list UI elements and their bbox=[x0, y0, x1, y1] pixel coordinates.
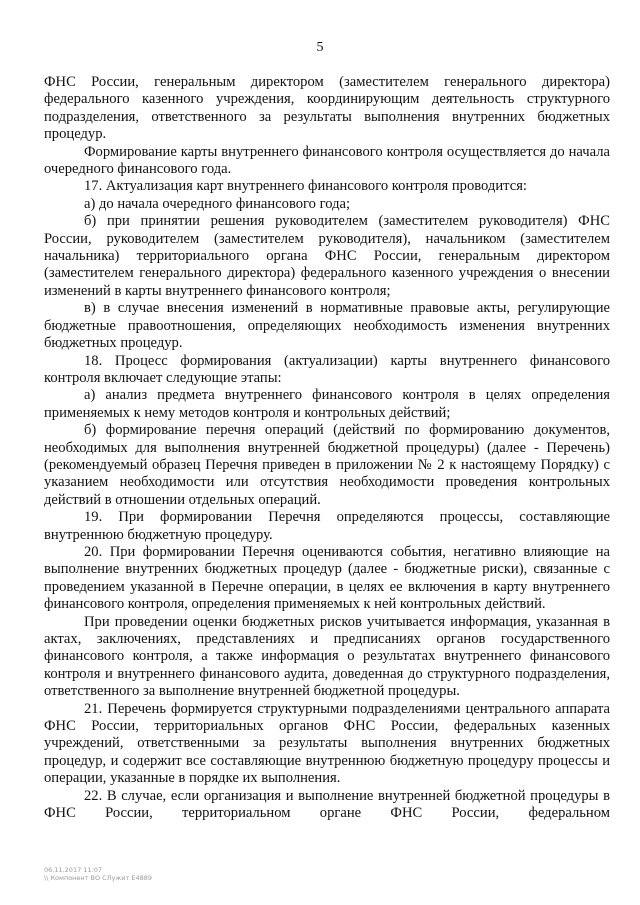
paragraph: 21. Перечень формируется структурными подразделениями центрального аппарата ФНС России, территориальных органов ФНС России, федеральных казенных учреждений, ответственными за результаты выполнения внутренних бюджетных процедур, и содержит все составляющие внутреннюю бюджетную процедуру процессы и операции, указанные в порядке их выполнения. bbox=[44, 700, 610, 787]
paragraph: б) формирование перечня операций (действий по формированию документов, необходимых для выполнения внутренней бюджетной процедуры) (далее - Перечень) (рекомендуемый образец Перечня приведен в приложении № 2 к настоящему Порядку) с указанием необходимости или отсутствия необходимости проведения контрольных действий в отношении отдельных операций. bbox=[44, 422, 610, 508]
footer-timestamp: 06.11.2017 11:07 bbox=[44, 866, 103, 874]
paragraph: а) анализ предмета внутреннего финансового контроля в целях определения применяемых к нему методов контроля и контрольных действий; bbox=[44, 387, 610, 421]
paragraph: а) до начала очередного финансового года; bbox=[84, 195, 351, 212]
document-body bbox=[44, 74, 610, 822]
footer-file-path: \\ Компонент ВО СЛужит Е4889 bbox=[44, 874, 153, 882]
paragraph: б) при принятии решения руководителем (заместителем руководителя) ФНС России, руководителем (заместителем руководителя), начальником (заместителем начальника) территориального органа ФНС России, генеральным директором (заместителем генерального директора) федерального казенного учреждения о внесении изменений в карты внутреннего финансового контроля; bbox=[44, 213, 610, 299]
page-number: 5 bbox=[316, 40, 324, 55]
footer-stamp bbox=[44, 866, 152, 882]
paragraph: 20. При формировании Перечня оцениваются события, негативно влияющие на выполнение внутренних бюджетных процедур (далее - бюджетные риски), связанные с проведением указанной в Перечне операции, в целях ее включения в карту внутреннего финансового контроля, определения применяемых к ней контрольных действий. bbox=[44, 543, 610, 613]
paragraph: 17. Актуализация карт внутреннего финансового контроля проводится: bbox=[84, 178, 527, 195]
paragraph: При проведении оценки бюджетных рисков учитывается информация, указанная в актах, заключениях, представлениях и предписаниях органов государственного финансового контроля, а также информация о результатах внутреннего финансового контроля и внутреннего финансового аудита, доведенная до структурного подразделения, ответственного за выполнение внутренней бюджетной процедуры. bbox=[44, 613, 610, 700]
paragraph: Формирование карты внутреннего финансового контроля осуществляется до начала очередного финансового года. bbox=[44, 143, 610, 178]
paragraph: 19. При формировании Перечня определяются процессы, составляющие внутреннюю бюджетную процедуру. bbox=[44, 509, 610, 543]
paragraph: 22. В случае, если организация и выполнение внутренней бюджетной процедуры в ФНС России, территориальном органе ФНС России, федеральном bbox=[44, 787, 610, 822]
paragraph: ФНС России, генеральным директором (заместителем генерального директора) федерального казенного учреждения, координирующим деятельность структурного подразделения, ответственного за результаты выполнения внутренних бюджетных процедур. bbox=[44, 74, 610, 143]
paragraph: 18. Процесс формирования (актуализации) карты внутреннего финансового контроля включает следующие этапы: bbox=[44, 352, 610, 386]
paragraph: в) в случае внесения изменений в нормативные правовые акты, регулирующие бюджетные правоотношения, определяющих необходимость изменения внутренних бюджетных процедур. bbox=[44, 300, 610, 352]
